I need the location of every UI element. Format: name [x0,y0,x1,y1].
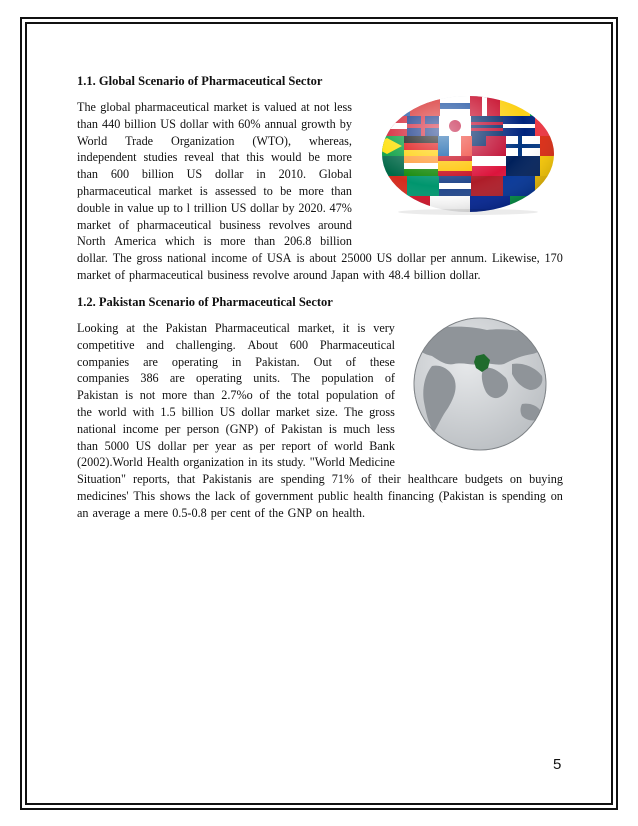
paragraph-line: than 440 billion US dollar with 60% annual growth by [77,116,352,131]
flag-globe-icon [370,94,567,216]
paragraph-line: Situation" reports, that Pakistanis are spending 71% of their healthcare budgets on buying [77,472,563,487]
paragraph-line: pharmaceutical market is assessed to be more than [77,183,352,198]
flag-globe-image [370,94,567,216]
paragraph-line: market of pharmaceutical business revolves around [77,217,352,232]
paragraph-line: Pakistan is not more than 2.7%o of the total population of [77,388,395,403]
paragraph-line: (2002).World Health organization in its study. "World Medicine [77,455,395,470]
globe-map-icon [392,316,566,454]
paragraph-line: companies are operating in Pakistan. Out of these [77,354,395,369]
paragraph-line: independent studies reveal that this would be more [77,150,352,165]
paragraph-line: an average a mere 0.5-0.8 per cent of the GNP on health. [77,505,366,520]
section-1-heading: 1.1. Global Scenario of Pharmaceutical Sector [77,74,323,88]
paragraph-line: companies 386 are operating units. The population of [77,371,395,386]
paragraph-line: World Trade Organization (WTO), whereas, [77,133,352,148]
paragraph-line: North America which is more than 206.8 billion [77,234,352,249]
paragraph-line: national income per person (GNP) of Pakistan is much less [77,421,395,436]
paragraph-line: market of pharmaceutical business revolve around Japan with 48.4 billion dollar. [77,267,481,282]
pakistan-globe-map-image [392,316,566,454]
paragraph-line: medicines' This shows the lack of government public health financing (Pakistan is spending on [77,488,563,503]
paragraph-line: dollar. The gross national income of USA is about 25000 US dollar per annum. Likewise, 170 [77,251,563,266]
paragraph-line: The global pharmaceutical market is valued at not less [77,100,352,114]
paragraph-line: the world with 1.5 billion US dollar market size. The gross [77,404,395,419]
page-number: 5 [553,756,562,773]
paragraph-line: competitive and challenging. About 600 Pharmaceutical [77,337,395,352]
paragraph-line: Looking at the Pakistan Pharmaceutical market, it is very [77,321,395,335]
paragraph-line: double in value up to l trillion US dollar by 2020. 47% [77,200,352,215]
paragraph-line: than 5000 US dollar per year as per report of world Bank [77,438,395,453]
paragraph-line: than 600 billion US dollar in 2010. Global [77,167,352,182]
section-2-heading: 1.2. Pakistan Scenario of Pharmaceutical Sector [77,295,333,309]
